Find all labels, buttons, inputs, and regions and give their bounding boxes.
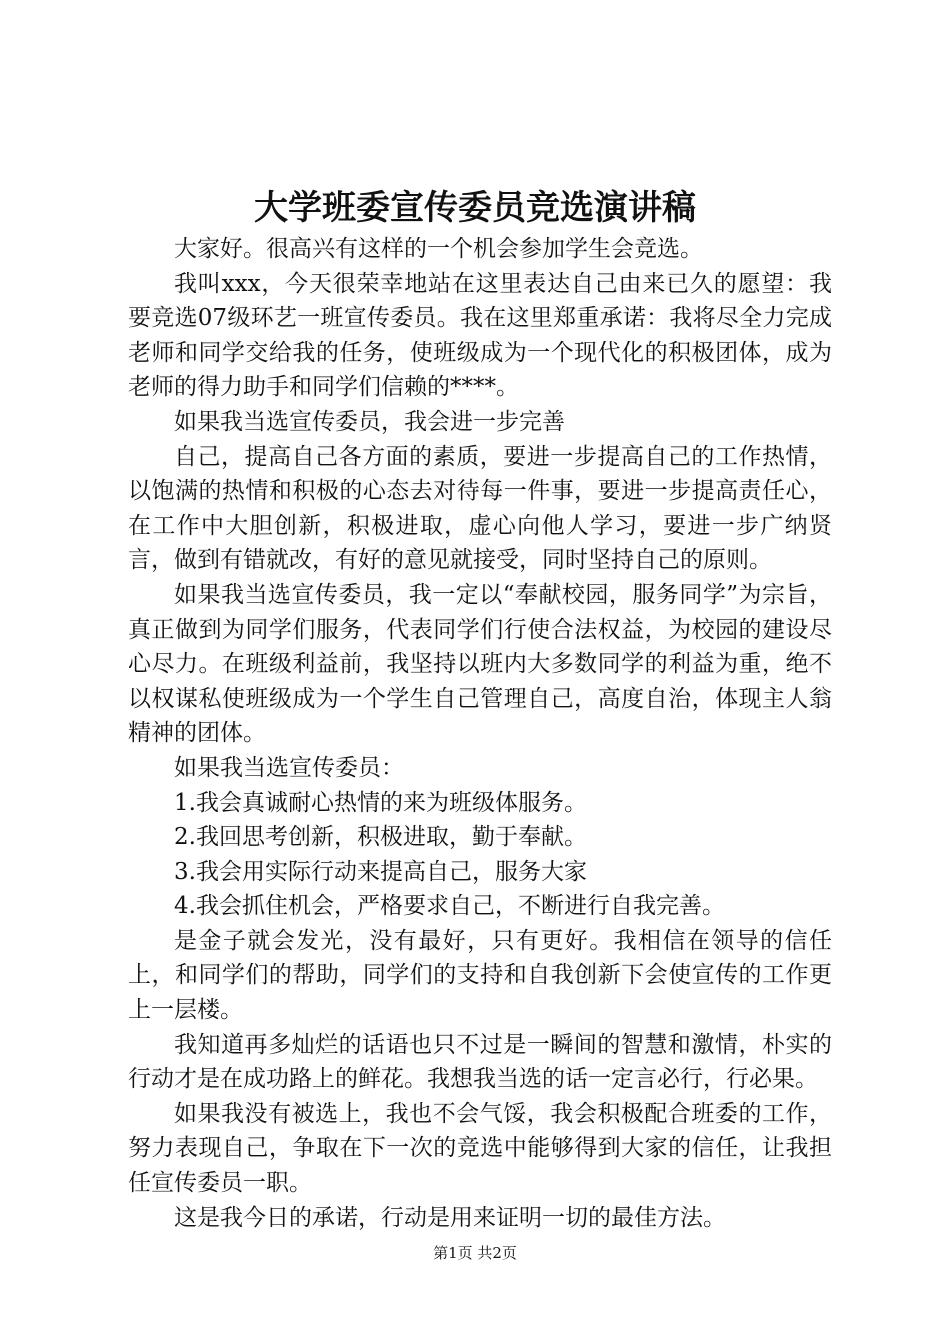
list-item-3: 3.我会用实际行动来提高自己，服务大家 <box>174 858 587 885</box>
paragraph-greeting: 大家好。很高兴有这样的一个机会参加学生会竞选。 <box>174 236 703 262</box>
paragraph-list-intro: 如果我当选宣传委员： <box>174 754 404 781</box>
paragraph-if-not-elected: 如果我没有被选上，我也不会气馁，我会积极配合班委的工作，努力表现自己，争取在下一次的竞选中能够得到大家的信任，让我担任宣传委员一职。 <box>128 1100 832 1197</box>
page-number-footer: 第1页 共2页 <box>433 1244 517 1262</box>
paragraph-improve-details: 自己，提高自己各方面的素质，要进一步提高自己的工作热情，以饱满的热情和积极的心态去对待每一件事，要进一步提高责任心，在工作中大胆创新，积极进取，虚心向他人学习，要进一步广纳贤言，做到有错就改，有好的意见就接受，同时坚持自己的原则。 <box>128 443 832 574</box>
document-title: 大学班委宣传委员竞选演讲稿 <box>254 188 696 228</box>
paragraph-improve-intro: 如果我当选宣传委员，我会进一步完善 <box>174 408 565 435</box>
paragraph-promise: 这是我今日的承诺，行动是用来证明一切的最佳方法。 <box>174 1204 726 1231</box>
list-item-1: 1.我会真诚耐心热情的来为班级体服务。 <box>174 789 587 816</box>
paragraph-gold-shines: 是金子就会发光，没有最好，只有更好。我相信在领导的信任上，和同学们的帮助，同学们的支持和自我创新下会使宣传的工作更上一层楼。 <box>128 927 832 1024</box>
list-item-2: 2.我回思考创新，积极进取，勤于奉献。 <box>174 824 587 851</box>
paragraph-introduction: 我叫xxx，今天很荣幸地站在这里表达自己由来已久的愿望：我要竞选07级环艺一班宣传委员。我在这里郑重承诺：我将尽全力完成老师和同学交给我的任务，使班级成为一个现代化的积极团体，成为老师的得力助手和同学们信赖的****。 <box>128 270 832 401</box>
paragraph-purpose: 如果我当选宣传委员，我一定以“奉献校园，服务同学”为宗旨，真正做到为同学们服务，代表同学们行使合法权益，为校园的建设尽心尽力。在班级利益前，我坚持以班内大多数同学的利益为重，绝不以权谋私使班级成为一个学生自己管理自己，高度自治，体现主人翁精神的团体。 <box>128 581 832 747</box>
list-item-4: 4.我会抓住机会，严格要求自己，不断进行自我完善。 <box>174 893 725 920</box>
paragraph-actions: 我知道再多灿烂的话语也只不过是一瞬间的智慧和激情，朴实的行动才是在成功路上的鲜花。我想我当选的话一定言必行，行必果。 <box>128 1031 832 1093</box>
document-body <box>128 232 832 1235</box>
